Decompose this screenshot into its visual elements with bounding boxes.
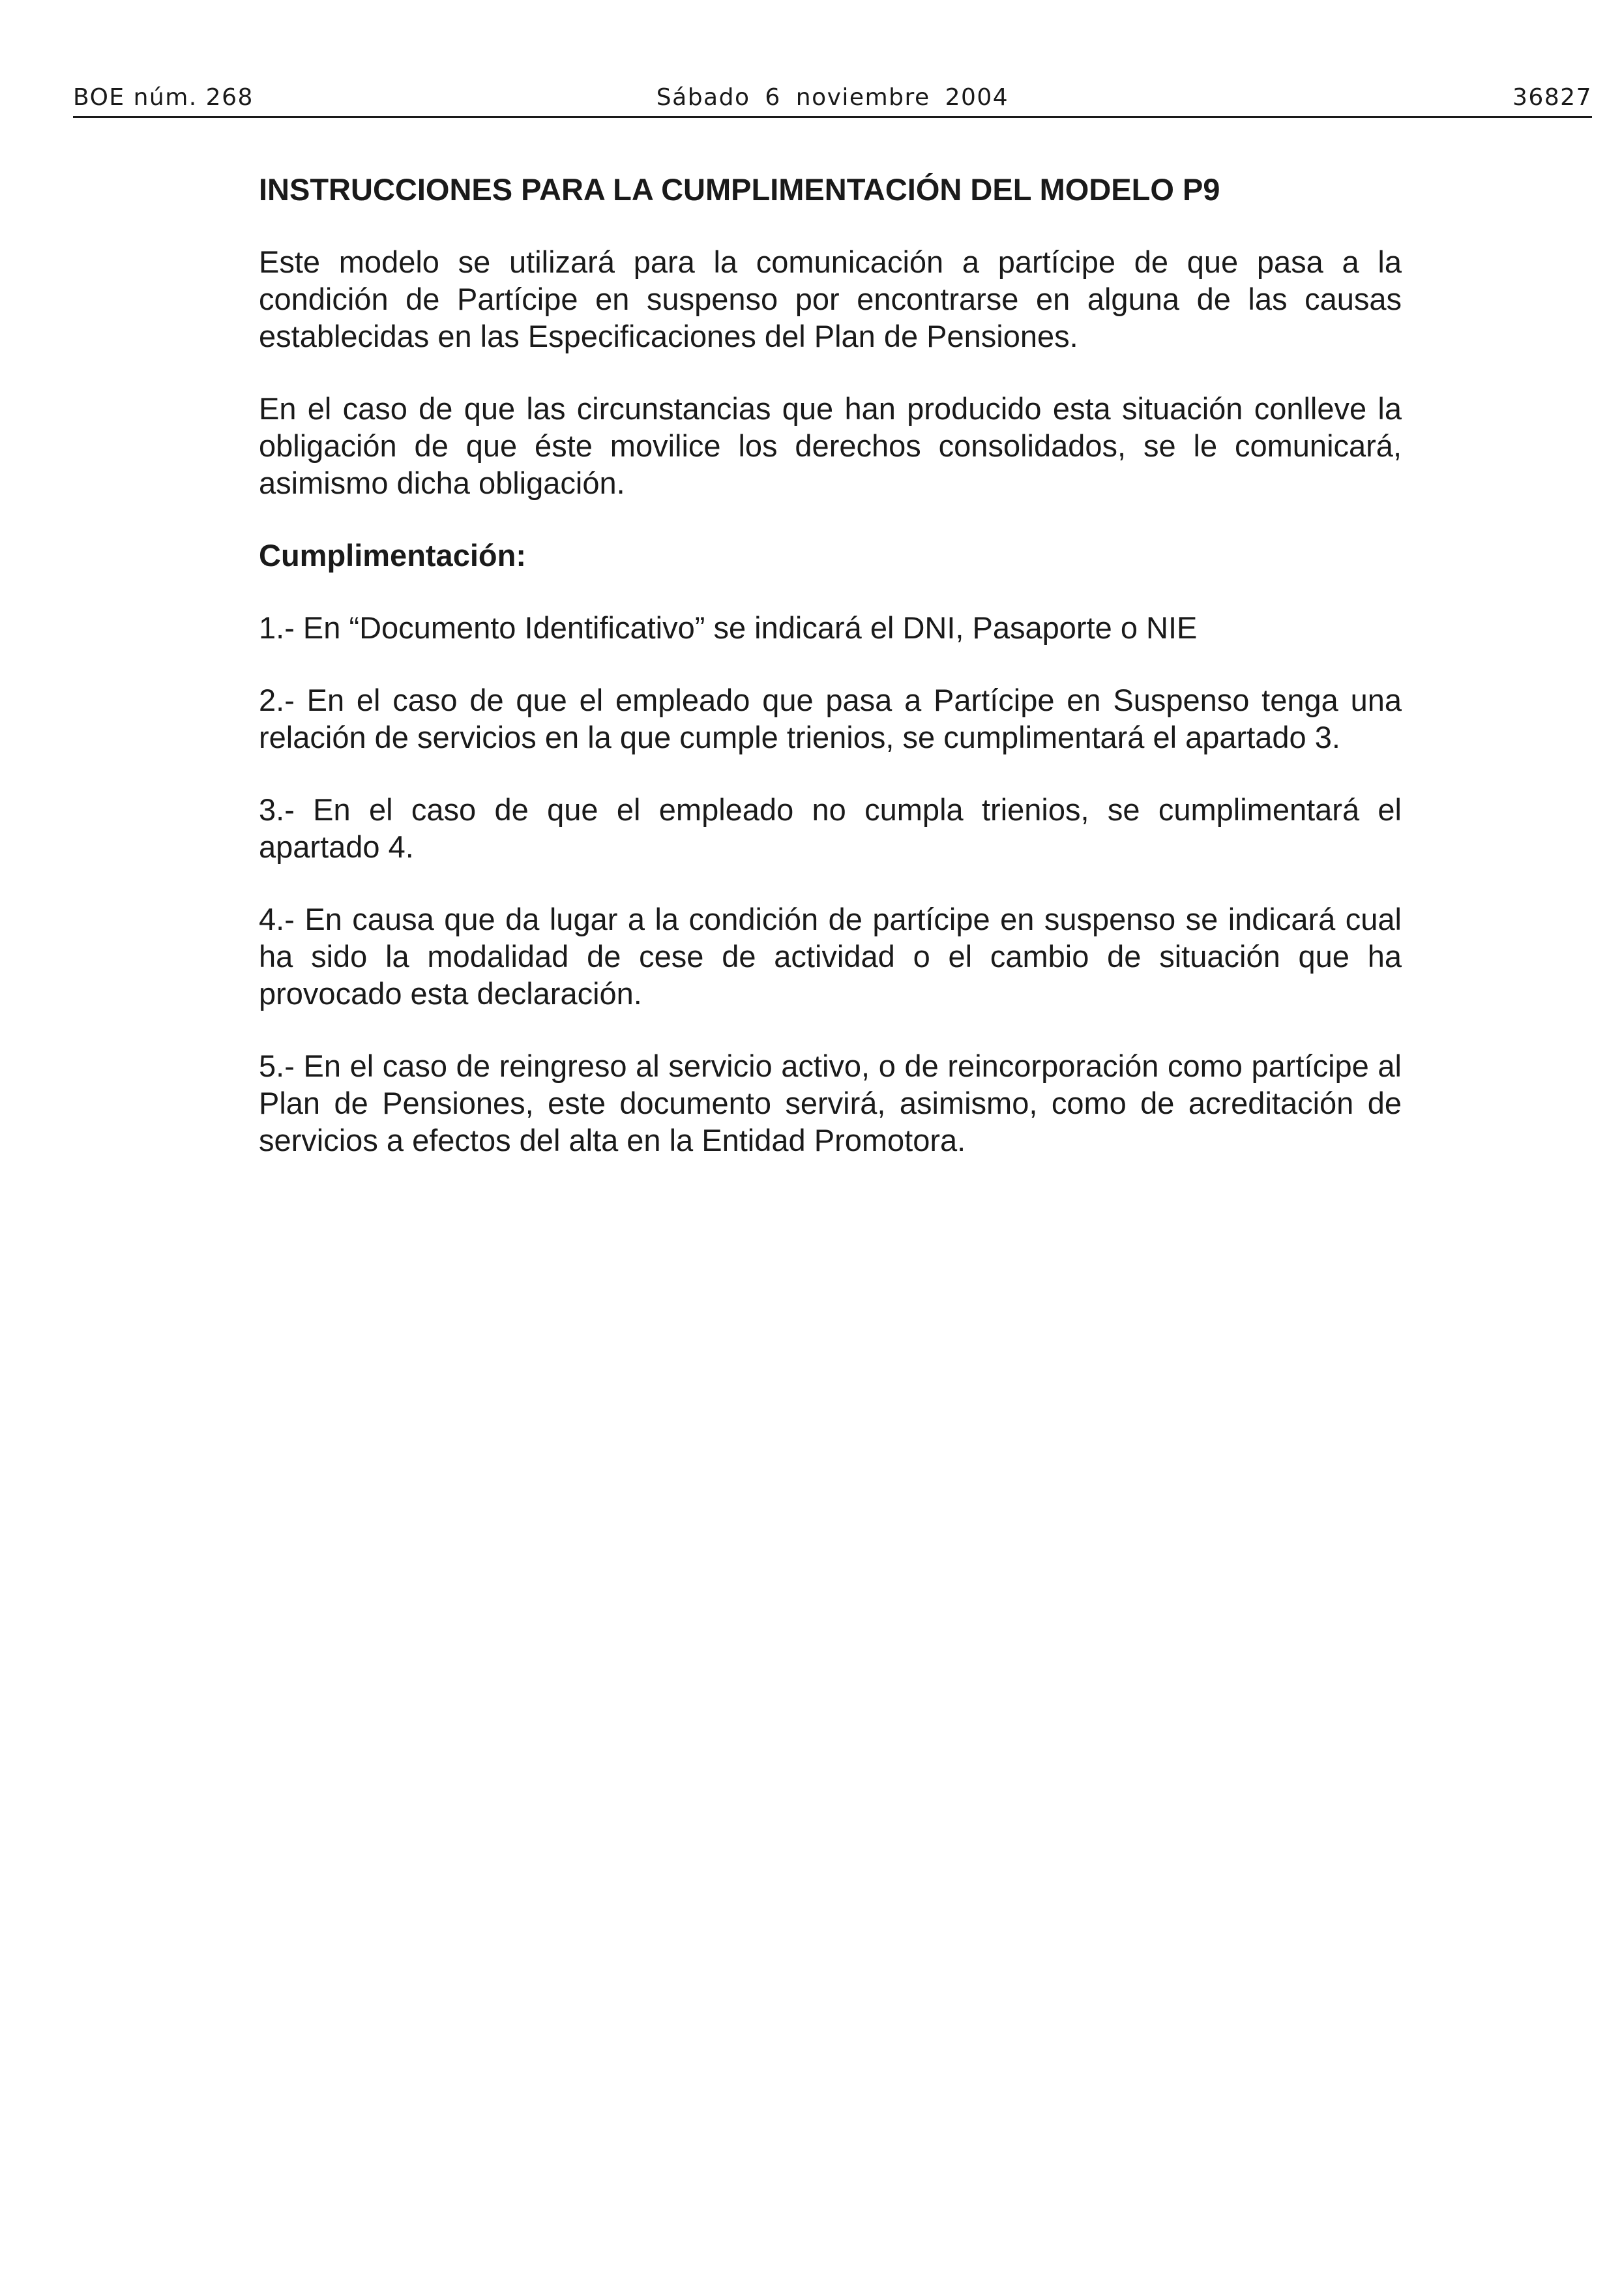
instruction-item-3: 3.- En el caso de que el empleado no cumpla trienios, se cumplimentará el apartado 4. [259, 792, 1402, 864]
section-heading-cumplimentacion: Cumplimentación: [259, 538, 526, 573]
instruction-item-2: 2.- En el caso de que el empleado que pasa a Partícipe en Suspenso tenga una relación de servicios en la que cumple trienios, se cumplimentará el apartado 3. [259, 683, 1402, 754]
page-number: 36827 [1512, 84, 1592, 111]
document-title: INSTRUCCIONES PARA LA CUMPLIMENTACIÓN DEL MODELO P9 [259, 172, 1220, 207]
document-body [259, 171, 1402, 1194]
running-header [73, 83, 1592, 118]
publication-date: Sábado 6 noviembre 2004 [656, 84, 1009, 111]
instruction-item-5: 5.- En el caso de reingreso al servicio activo, o de reincorporación como partícipe al Plan de Pensiones, este documento servirá, asimismo, como de acreditación de servicios a efectos del alta en la Entidad Promotora. [259, 1049, 1402, 1157]
intro-paragraph-obligation: En el caso de que las circunstancias que han producido esta situación conlleve la obligación de que éste movilice los derechos consolidados, se le comunicará, asimismo dicha obligación. [259, 391, 1402, 500]
intro-paragraph-purpose: Este modelo se utilizará para la comunicación a partícipe de que pasa a la condición de Partícipe en suspenso por encontrarse en alguna de las causas establecidas en las Especificaciones del Plan de Pensiones. [259, 245, 1402, 353]
instruction-item-4: 4.- En causa que da lugar a la condición de partícipe en suspenso se indicará cual ha sido la modalidad de cese de actividad o el cambio de situación que ha provocado esta declaración. [259, 902, 1402, 1011]
bulletin-issue: BOE núm. 268 [73, 84, 254, 111]
instruction-item-1: 1.- En “Documento Identificativo” se indicará el DNI, Pasaporte o NIE [259, 610, 1198, 645]
